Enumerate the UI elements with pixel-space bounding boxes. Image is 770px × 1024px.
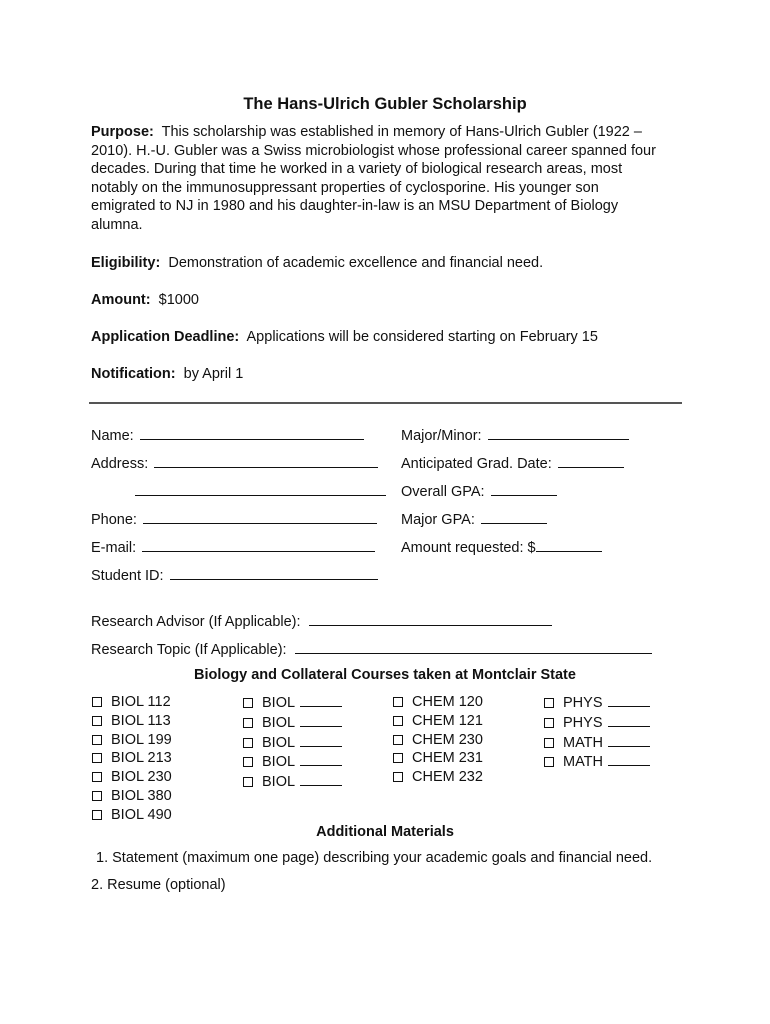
course-label: BIOL <box>262 754 296 771</box>
research-topic-input-line[interactable] <box>295 639 652 654</box>
research-advisor-input-line[interactable] <box>309 611 552 626</box>
student-id-input-line[interactable] <box>170 565 378 580</box>
courses-column-chem <box>393 693 483 787</box>
course-item[interactable] <box>243 713 342 733</box>
research-topic-field[interactable] <box>91 639 652 658</box>
course-label: CHEM 230 <box>412 731 483 748</box>
courses-column-biol-other <box>243 693 342 792</box>
checkbox-icon[interactable] <box>92 810 102 820</box>
checkbox-icon[interactable] <box>92 772 102 782</box>
course-number-line[interactable] <box>608 733 650 747</box>
course-item[interactable] <box>92 749 172 768</box>
research-advisor-field[interactable] <box>91 611 552 630</box>
major-gpa-label: Major GPA: <box>401 512 475 528</box>
checkbox-icon[interactable] <box>544 757 554 767</box>
course-number-line[interactable] <box>300 733 342 747</box>
address-field[interactable] <box>91 453 378 472</box>
checkbox-icon[interactable] <box>243 718 253 728</box>
course-number-line[interactable] <box>608 752 650 766</box>
course-label: CHEM 120 <box>412 694 483 710</box>
course-number-line[interactable] <box>300 772 342 786</box>
course-label: BIOL 113 <box>111 712 171 729</box>
checkbox-icon[interactable] <box>393 735 403 745</box>
checkbox-icon[interactable] <box>243 757 253 767</box>
checkbox-icon[interactable] <box>544 738 554 748</box>
course-label: PHYS <box>563 695 603 711</box>
notification-row <box>91 366 243 382</box>
email-field[interactable] <box>91 537 375 556</box>
amount-label: Amount: <box>91 292 151 308</box>
checkbox-icon[interactable] <box>243 777 253 787</box>
notification-label: Notification: <box>91 366 176 382</box>
phone-input-line[interactable] <box>143 509 377 524</box>
course-number-line[interactable] <box>608 713 650 727</box>
student-id-label: Student ID: <box>91 568 164 584</box>
course-item[interactable] <box>92 693 172 712</box>
name-label: Name: <box>91 428 134 444</box>
course-item[interactable] <box>393 712 483 731</box>
course-item[interactable] <box>544 733 650 753</box>
email-label: E-mail: <box>91 540 137 556</box>
eligibility-text: Demonstration of academic excellence and financial need. <box>168 255 544 271</box>
course-item[interactable] <box>393 731 483 750</box>
course-label: BIOL 230 <box>111 769 172 786</box>
grad-date-field[interactable] <box>401 453 624 472</box>
major-gpa-field[interactable] <box>401 509 547 528</box>
course-label: CHEM 231 <box>412 750 483 767</box>
purpose-label: Purpose: <box>91 124 154 140</box>
course-label: BIOL 199 <box>111 731 172 748</box>
purpose-line <box>91 123 691 142</box>
purpose-line: decades. During that time he worked in a variety of biological research areas, most <box>91 161 623 177</box>
courses-column-biol <box>92 693 172 825</box>
course-label: BIOL <box>262 695 296 711</box>
purpose-section <box>91 123 691 234</box>
purpose-line: emigrated to NJ in 1980 and his daughter-in-law is an MSU Department of Biology <box>91 198 619 214</box>
course-label: BIOL 490 <box>111 806 172 823</box>
address-line-2[interactable] <box>135 481 386 500</box>
amount-requested-label: Amount requested: $ <box>401 540 536 556</box>
course-item[interactable] <box>92 787 172 806</box>
checkbox-icon[interactable] <box>393 772 403 782</box>
course-label: MATH <box>563 754 604 771</box>
course-item[interactable] <box>393 693 483 712</box>
checkbox-icon[interactable] <box>393 716 403 726</box>
research-advisor-label: Research Advisor (If Applicable): <box>91 614 301 630</box>
amount-requested-input-line[interactable] <box>536 537 602 552</box>
checkbox-icon[interactable] <box>92 697 102 707</box>
course-item[interactable] <box>544 752 650 772</box>
course-label: CHEM 232 <box>412 769 483 786</box>
course-label: BIOL 112 <box>111 694 171 710</box>
checkbox-icon[interactable] <box>92 791 102 801</box>
phone-label: Phone: <box>91 512 137 528</box>
course-item[interactable] <box>544 693 650 713</box>
purpose-line: 2010). H.-U. Gubler was a Swiss microbiologist whose professional career spanned four <box>91 142 656 159</box>
course-item[interactable] <box>243 772 342 792</box>
address-label: Address: <box>91 456 149 472</box>
grad-date-input-line[interactable] <box>558 453 624 468</box>
course-label: PHYS <box>563 714 603 731</box>
major-gpa-input-line[interactable] <box>481 509 547 524</box>
course-item[interactable] <box>92 731 172 750</box>
purpose-line: notably on the immunosuppressant properties of cyclosporine. His younger son <box>91 179 599 196</box>
purpose-text: This scholarship was established in memory of Hans-Ulrich Gubler (1922 – <box>161 124 642 140</box>
course-item[interactable] <box>243 733 342 753</box>
checkbox-icon[interactable] <box>243 738 253 748</box>
checkbox-icon[interactable] <box>393 753 403 763</box>
course-label: BIOL 380 <box>111 787 172 804</box>
additional-materials-heading: Additional Materials <box>316 824 454 840</box>
amount-requested-field[interactable] <box>401 537 602 556</box>
grad-date-label: Anticipated Grad. Date: <box>401 456 552 472</box>
course-item[interactable] <box>243 752 342 772</box>
major-minor-field[interactable] <box>401 425 629 444</box>
course-item[interactable] <box>243 693 342 713</box>
major-minor-input-line[interactable] <box>488 425 629 440</box>
course-item[interactable] <box>544 713 650 733</box>
phone-field[interactable] <box>91 509 377 528</box>
course-item[interactable] <box>393 749 483 768</box>
research-topic-label: Research Topic (If Applicable): <box>91 642 287 658</box>
name-input-line[interactable] <box>140 425 364 440</box>
amount-text: $1000 <box>158 292 199 308</box>
major-minor-label: Major/Minor: <box>401 428 482 444</box>
course-number-line[interactable] <box>300 752 342 766</box>
course-number-line[interactable] <box>300 693 342 707</box>
name-field[interactable] <box>91 425 364 444</box>
courses-heading: Biology and Collateral Courses taken at Montclair State <box>194 667 576 683</box>
student-id-field[interactable] <box>91 565 378 584</box>
additional-item: 2. Resume (optional) <box>91 877 226 893</box>
checkbox-icon[interactable] <box>393 697 403 707</box>
deadline-text: Applications will be considered starting on February 15 <box>246 329 598 345</box>
purpose-line: alumna. <box>91 216 143 233</box>
course-label: CHEM 121 <box>412 712 483 729</box>
course-number-line[interactable] <box>608 693 650 707</box>
course-item[interactable] <box>92 806 172 825</box>
deadline-row <box>91 329 598 345</box>
course-item[interactable] <box>393 768 483 787</box>
deadline-label: Application Deadline: <box>91 329 240 345</box>
overall-gpa-field[interactable] <box>401 481 557 500</box>
course-label: BIOL <box>262 734 296 751</box>
course-label: MATH <box>563 734 604 751</box>
courses-column-phys-math <box>544 693 650 772</box>
notification-text: by April 1 <box>183 366 244 382</box>
email-input-line[interactable] <box>142 537 375 552</box>
eligibility-label: Eligibility: <box>91 255 161 271</box>
checkbox-icon[interactable] <box>544 698 554 708</box>
address-input-line[interactable] <box>154 453 378 468</box>
overall-gpa-label: Overall GPA: <box>401 484 485 500</box>
overall-gpa-input-line[interactable] <box>491 481 557 496</box>
course-label: BIOL <box>262 714 296 731</box>
checkbox-icon[interactable] <box>92 753 102 763</box>
checkbox-icon[interactable] <box>92 735 102 745</box>
course-label: BIOL 213 <box>111 750 172 767</box>
address-input-line-2[interactable] <box>135 481 386 496</box>
section-divider <box>89 402 682 404</box>
checkbox-icon[interactable] <box>544 718 554 728</box>
page-title: The Hans-Ulrich Gubler Scholarship <box>243 95 527 113</box>
eligibility-row <box>91 255 543 271</box>
course-item[interactable] <box>92 768 172 787</box>
amount-row <box>91 292 199 308</box>
course-number-line[interactable] <box>300 713 342 727</box>
checkbox-icon[interactable] <box>92 716 102 726</box>
checkbox-icon[interactable] <box>243 698 253 708</box>
additional-item: 1. Statement (maximum one page) describing your academic goals and financial need. <box>96 850 653 866</box>
course-label: BIOL <box>262 774 296 791</box>
course-item[interactable] <box>92 712 172 731</box>
